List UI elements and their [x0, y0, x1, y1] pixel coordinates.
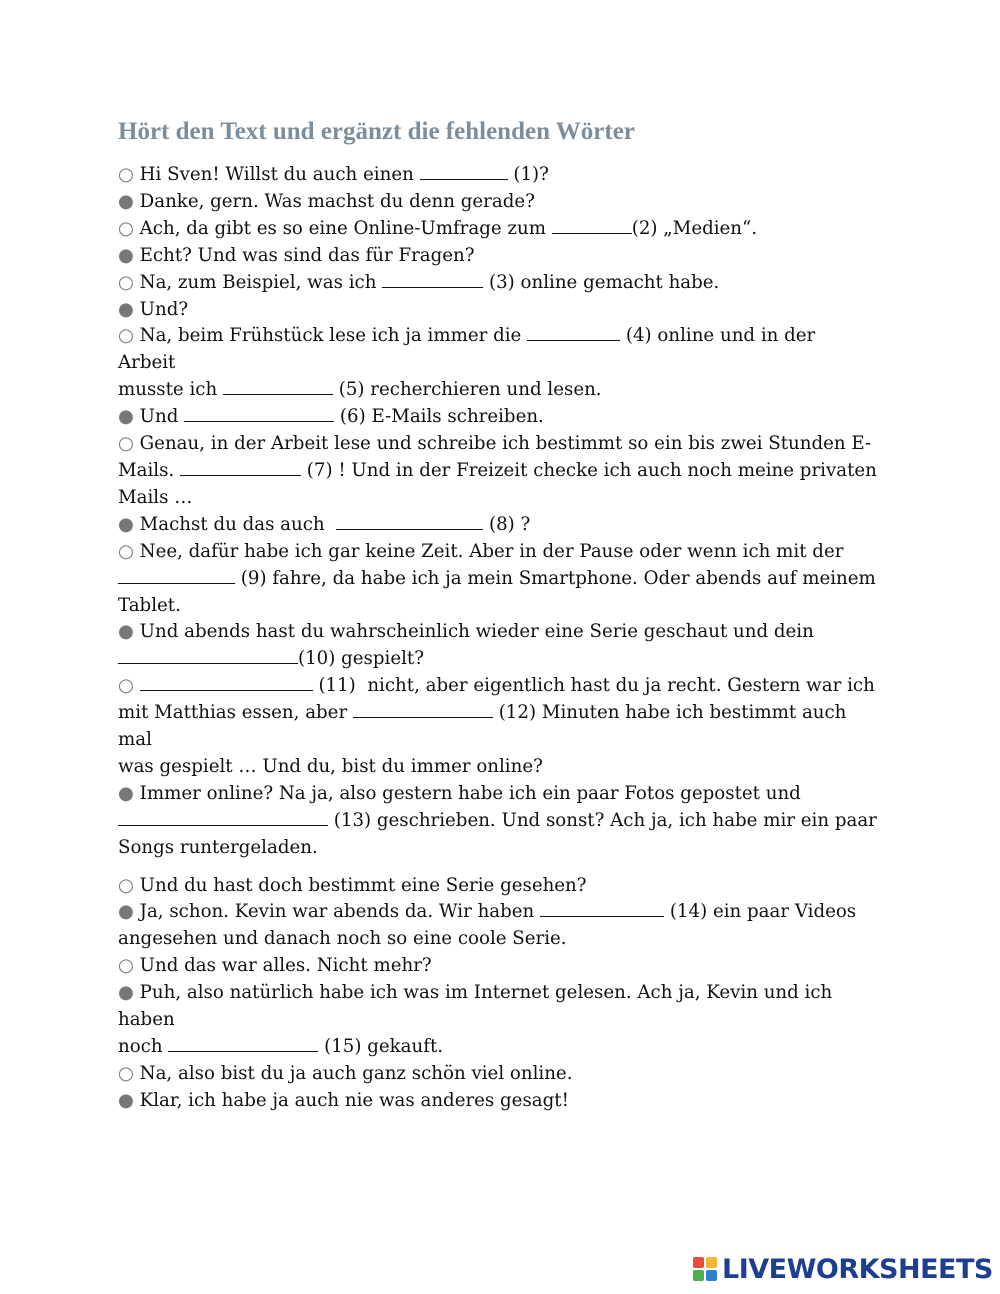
- line-text: (10) gespielt?: [298, 648, 424, 670]
- worksheet-title: Hört den Text und ergänzt die fehlenden Wörter: [118, 118, 635, 145]
- dialogue-line: [118, 512, 878, 539]
- dialogue-line: [118, 458, 878, 485]
- line-text: Na, beim Frühstück lese ich ja immer die: [139, 325, 528, 347]
- dialogue-line: [118, 243, 878, 270]
- dialogue-line: [118, 700, 878, 754]
- line-text: Echt? Und was sind das für Fragen?: [139, 244, 475, 266]
- speaker-a-marker: ○: [118, 433, 140, 455]
- line-text: (4) online und in der Arbeit: [118, 325, 822, 374]
- dialogue-line: [118, 431, 878, 458]
- dialogue-line: [118, 873, 878, 900]
- dialogue-line: [118, 377, 878, 404]
- dialogue-line: [118, 953, 878, 980]
- answer-blank[interactable]: [118, 824, 328, 826]
- answer-blank[interactable]: [223, 393, 333, 395]
- speaker-b-marker: ●: [118, 190, 140, 212]
- dialogue-line: [118, 754, 878, 781]
- line-text: Klar, ich habe ja auch nie was anderes gesagt!: [139, 1089, 569, 1111]
- speaker-b-marker: ●: [118, 1089, 140, 1111]
- line-text: (11) nicht, aber eigentlich hast du ja recht. Gestern war ich: [312, 675, 875, 697]
- answer-blank[interactable]: [540, 915, 664, 917]
- dialogue-line: [118, 899, 878, 926]
- speaker-b-marker: ●: [118, 901, 140, 923]
- line-text: Na, also bist du ja auch ganz schön viel online.: [139, 1062, 573, 1084]
- answer-blank[interactable]: [118, 582, 235, 584]
- line-text: was gespielt … Und du, bist du immer online?: [118, 755, 543, 777]
- line-text: (6) E-Mails schreiben.: [334, 406, 544, 428]
- line-text: Machst du das auch: [139, 513, 337, 535]
- dialogue-line: [118, 189, 878, 216]
- line-text: Und das war alles. Nicht mehr?: [139, 955, 432, 977]
- speaker-a-marker: ○: [118, 1062, 140, 1084]
- answer-blank[interactable]: [336, 528, 483, 530]
- liveworksheets-logo: [692, 1253, 993, 1285]
- speaker-a-marker: ○: [118, 874, 140, 896]
- dialogue-line: [118, 673, 878, 700]
- dialogue-line: [118, 646, 878, 673]
- answer-blank[interactable]: [552, 232, 632, 234]
- answer-blank[interactable]: [353, 716, 493, 718]
- line-text: mit Matthias essen, aber: [118, 702, 353, 724]
- speaker-b-marker: ●: [118, 244, 140, 266]
- line-text: Ach, da gibt es so eine Online-Umfrage zum: [139, 217, 552, 239]
- line-text: Na, zum Beispiel, was ich: [139, 271, 383, 293]
- dialogue-line: [118, 980, 878, 1034]
- line-text: Genau, in der Arbeit lese und schreibe ich bestimmt so ein bis zwei Stunden E-: [139, 433, 872, 455]
- line-text: (3) online gemacht habe.: [483, 271, 720, 293]
- line-text: Immer online? Na ja, also gestern habe ich ein paar Fotos gepostet und: [139, 782, 801, 804]
- line-text: Puh, also natürlich habe ich was im Internet gelesen. Ach ja, Kevin und ich haben: [118, 982, 839, 1031]
- answer-blank[interactable]: [184, 420, 334, 422]
- line-text: Mails.: [118, 459, 180, 481]
- line-text: (1)?: [507, 164, 549, 185]
- dialogue-line: [118, 323, 878, 377]
- answer-blank[interactable]: [168, 1050, 318, 1052]
- paragraph-gap: [118, 862, 878, 873]
- speaker-a-marker: ○: [118, 955, 140, 977]
- dialogue-line: [118, 926, 878, 953]
- dialogue-line: [118, 270, 878, 297]
- line-text: (8) ?: [483, 513, 531, 535]
- line-text: (13) geschrieben. Und sonst? Ach ja, ich habe mir ein paar: [328, 809, 877, 831]
- line-text: musste ich: [118, 379, 223, 401]
- dialogue-line: [118, 835, 878, 862]
- answer-blank[interactable]: [180, 474, 301, 476]
- speaker-a-marker: ○: [118, 164, 140, 185]
- line-text: Tablet.: [118, 594, 181, 616]
- line-text: Und?: [139, 298, 189, 320]
- dialogue-line: [118, 162, 878, 189]
- line-text: noch: [118, 1036, 169, 1057]
- line-text: (5) recherchieren und lesen.: [332, 379, 602, 401]
- speaker-b-marker: ●: [118, 298, 140, 320]
- speaker-a-marker: ○: [118, 675, 140, 697]
- line-text: (2) „Medien“.: [631, 217, 758, 239]
- answer-blank[interactable]: [382, 286, 483, 288]
- line-text: (14) ein paar Videos: [664, 901, 857, 923]
- line-text: Danke, gern. Was machst du denn gerade?: [139, 190, 535, 212]
- speaker-b-marker: ●: [118, 782, 140, 804]
- speaker-a-marker: ○: [118, 217, 140, 239]
- dialogue-line: [118, 619, 878, 646]
- line-text: angesehen und danach noch so eine coole Serie.: [118, 928, 567, 950]
- line-text: Ja, schon. Kevin war abends da. Wir haben: [139, 901, 541, 923]
- line-text: Songs runtergeladen.: [118, 836, 318, 858]
- line-text: (9) fahre, da habe ich ja mein Smartphone. Oder abends auf meinem: [235, 567, 876, 589]
- dialogue-line: [118, 1061, 878, 1088]
- speaker-a-marker: ○: [118, 271, 140, 293]
- logo-text: LIVEWORKSHEETS: [722, 1253, 993, 1285]
- answer-blank[interactable]: [140, 689, 313, 691]
- dialogue-line: [118, 216, 878, 243]
- answer-blank[interactable]: [118, 662, 298, 664]
- line-text: (7) ! Und in der Freizeit checke ich auch noch meine privaten: [301, 459, 877, 481]
- line-text: Und abends hast du wahrscheinlich wieder eine Serie geschaut und dein: [139, 621, 814, 643]
- dialogue-line: [118, 485, 878, 512]
- dialogue-line: [118, 781, 878, 808]
- speaker-b-marker: ●: [118, 982, 140, 1004]
- dialogue-text: [118, 162, 878, 1115]
- speaker-a-marker: ○: [118, 325, 140, 347]
- speaker-a-marker: ○: [118, 540, 140, 562]
- dialogue-line: [118, 404, 878, 431]
- dialogue-line: [118, 1088, 878, 1115]
- dialogue-line: [118, 539, 878, 566]
- answer-blank[interactable]: [420, 178, 508, 180]
- line-text: (12) Minuten habe ich bestimmt auch mal: [118, 702, 853, 751]
- answer-blank[interactable]: [527, 339, 620, 341]
- line-text: Und du hast doch bestimmt eine Serie gesehen?: [139, 874, 587, 896]
- speaker-b-marker: ●: [118, 621, 140, 643]
- dialogue-line: [118, 808, 878, 835]
- dialogue-line: [118, 1034, 878, 1061]
- dialogue-line: [118, 593, 878, 620]
- line-text: Hi Sven! Willst du auch einen: [139, 164, 420, 185]
- line-text: (15) gekauft.: [318, 1036, 444, 1057]
- dialogue-line: [118, 566, 878, 593]
- line-text: Mails …: [118, 486, 193, 508]
- liveworksheets-logo-icon: [692, 1256, 718, 1282]
- dialogue-line: [118, 297, 878, 324]
- line-text: Und: [139, 406, 185, 428]
- speaker-b-marker: ●: [118, 406, 140, 428]
- line-text: Nee, dafür habe ich gar keine Zeit. Aber in der Pause oder wenn ich mit der: [139, 540, 844, 562]
- speaker-b-marker: ●: [118, 513, 140, 535]
